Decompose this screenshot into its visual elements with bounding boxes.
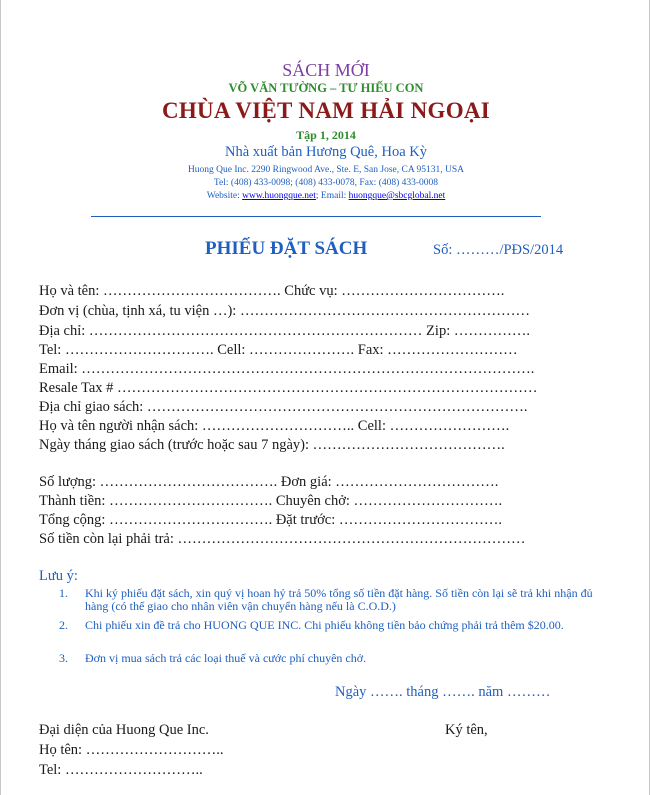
email-link[interactable]: huongque@sbcglobal.net: [348, 191, 446, 201]
form-title: PHIẾU ĐẶT SÁCH: [205, 238, 368, 259]
field-delivery-date[interactable]: Ngày tháng giao sách (trước hoặc sau 7 ngày): ………………………………….: [39, 437, 505, 453]
date-line[interactable]: Ngày ……. tháng ……. năm ………: [335, 684, 551, 700]
field-name-position[interactable]: Họ và tên: ………………………………. Chức vụ: …………………………….: [39, 283, 505, 299]
field-email[interactable]: Email: ………………………………………………………………………………….: [39, 361, 535, 377]
header-authors: VÕ VĂN TƯỜNG – TƯ HIẾU CON: [228, 81, 424, 95]
publisher-address: Huong Que Inc. 2290 Ringwood Ave., Ste. E, San Jose, CA 95131, USA: [187, 165, 465, 175]
field-amount-shipping[interactable]: Thành tiền: ……………………………. Chuyên chở: ………………………….: [39, 493, 503, 509]
note-text: Chi phiếu xin đề trả cho HUONG QUE INC. Chi phiếu không tiền bảo chứng phải trả thêm $20.00.: [85, 618, 564, 632]
volume-label: Tập 1, 2014: [296, 128, 356, 142]
field-address-zip[interactable]: Địa chỉ: …………………………………………………………… Zip: …………….: [39, 323, 530, 339]
publisher-contact: [1, 191, 650, 201]
email-label: ; Email:: [315, 191, 349, 201]
field-recipient[interactable]: Họ và tên người nhận sách: ………………………….. Cell: …………………….: [39, 418, 510, 434]
note-number: 2.: [59, 618, 68, 632]
book-title: CHÙA VIỆT NAM HẢI NGOẠI: [161, 98, 491, 123]
signature-label: Ký tên,: [445, 722, 488, 738]
note-text: Đơn vị mua sách trả các loại thuế và cước phí chuyên chở.: [85, 651, 367, 665]
rep-name-field[interactable]: Họ tên: ………………………..: [39, 742, 224, 758]
field-balance-due[interactable]: Số tiền còn lại phải trả: ………………………………………………………………: [39, 531, 526, 547]
field-resale-tax[interactable]: Resale Tax # ……………………………………………………………………………: [39, 380, 538, 396]
header-divider: [91, 216, 541, 217]
field-tel-cell-fax[interactable]: Tel: …………………………. Cell: …………………. Fax: ………………………: [39, 342, 518, 358]
note-number: 3.: [59, 651, 68, 665]
notes-title: Lưu ý:: [39, 568, 78, 584]
field-quantity-price[interactable]: Số lượng: ………………………………. Đơn giá: …………………………….: [39, 474, 499, 490]
publisher-name: Nhà xuất bản Hương Quê, Hoa Kỳ: [225, 144, 427, 160]
representative-label: Đại diện của Huong Que Inc.: [39, 722, 209, 738]
form-number: Số: ………/PĐS/2014: [433, 242, 564, 258]
website-label: Website:: [206, 191, 243, 201]
field-organization[interactable]: Đơn vị (chùa, tịnh xá, tu viện …): ……………………………………………………: [39, 303, 530, 319]
note-text: Khi ký phiếu đặt sách, xin quý vị hoan hỷ trả 50% tổng số tiền đặt hàng. Số tiền còn lại sẽ trả khi nhận đủ hàng (có thể giao cho nhân viên vận chuyển hàng nếu là C.O.D.): [85, 586, 593, 613]
rep-tel-field[interactable]: Tel: ………………………..: [39, 762, 203, 778]
header-new-book: SÁCH MỚI: [282, 60, 370, 80]
field-total-deposit[interactable]: Tổng cộng: ……………………………. Đặt trước: …………………………….: [39, 512, 502, 528]
field-delivery-address[interactable]: Địa chỉ giao sách: …………………………………………………………………….: [39, 399, 528, 415]
note-number: 1.: [59, 586, 68, 600]
website-link[interactable]: www.huongque.net: [242, 191, 316, 201]
publisher-phones: Tel: (408) 433-0098; (408) 433-0078, Fax: (408) 433-0008: [213, 178, 439, 188]
